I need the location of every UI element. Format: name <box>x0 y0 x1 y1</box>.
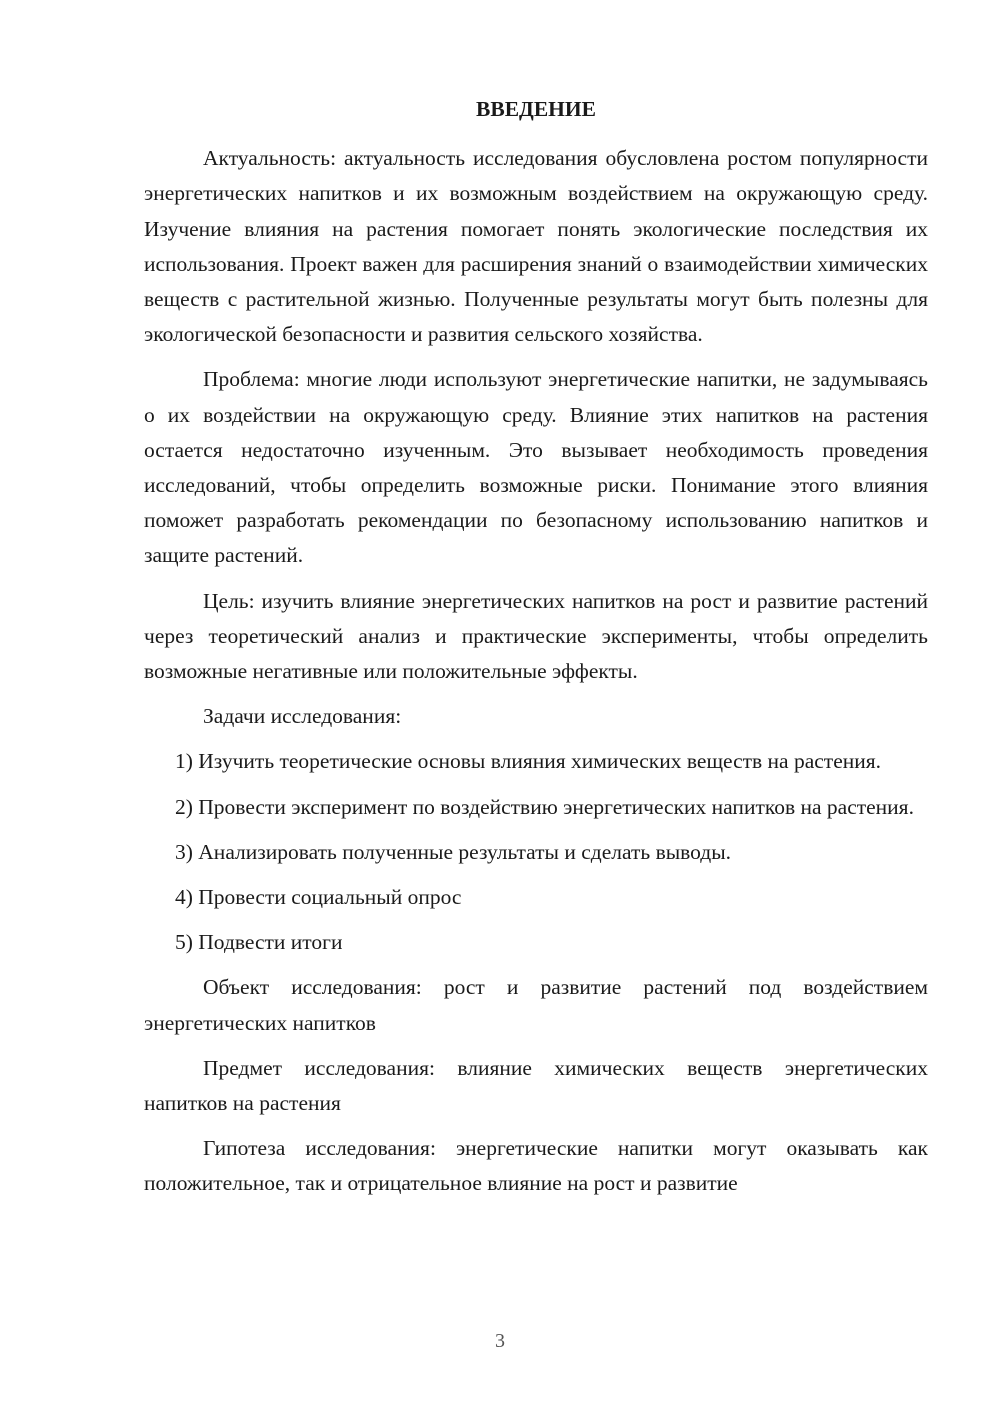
task-item-4: 4) Провести социальный опрос <box>175 885 462 910</box>
document-page <box>144 92 928 1212</box>
section-title: ВВЕДЕНИЕ <box>476 97 596 121</box>
paragraph-object: Объект исследования: рост и развитие растений под воздействием энергетических напитков <box>144 975 928 1035</box>
paragraph-subject: Предмет исследования: влияние химических веществ энергетических напитков на растения <box>144 1055 928 1116</box>
paragraph-hypothesis: Гипотеза исследования: энергетические напитки могут оказывать как положительное, так и отрицательное влияние на рост и развитие <box>144 1136 928 1196</box>
task-item-3: 3) Анализировать полученные результаты и сделать выводы. <box>175 839 732 864</box>
paragraph-goal: Цель: изучить влияние энергетических напитков на рост и развитие растений через теоретический анализ и практические эксперименты, чтобы определить возможные негативные или положительные эффекты. <box>144 588 928 684</box>
paragraph-problem: Проблема: многие люди используют энергетические напитки, не задумываясь о их воздействии на окружающую среду. Влияние этих напитков на растения остается недостаточно изученным. Это вызывает необходимость проведения исследований, чтобы определить возможные риски. Понимание этого влияния поможет разработать рекомендации по безопасному использованию напитков и защите растений. <box>144 367 928 568</box>
paragraph-relevance: Актуальность: актуальность исследования обусловлена ростом популярности энергетических напитков и их возможным воздействием на окружающую среду. Изучение влияния на растения помогает понять экологические последствия их использования. Проект важен для расширения знаний о взаимодействии химических веществ с растительной жизнью. Полученные результаты могут быть полезны для экологической безопасности и развития сельского хозяйства. <box>144 146 928 347</box>
task-item-2: 2) Провести эксперимент по воздействию энергетических напитков на растения. <box>175 794 914 819</box>
task-item-1: 1) Изучить теоретические основы влияния химических веществ на растения. <box>175 749 882 774</box>
task-item-5: 5) Подвести итоги <box>175 930 343 955</box>
page-number: 3 <box>495 1330 505 1352</box>
paragraph-tasks-heading: Задачи исследования: <box>203 704 402 729</box>
